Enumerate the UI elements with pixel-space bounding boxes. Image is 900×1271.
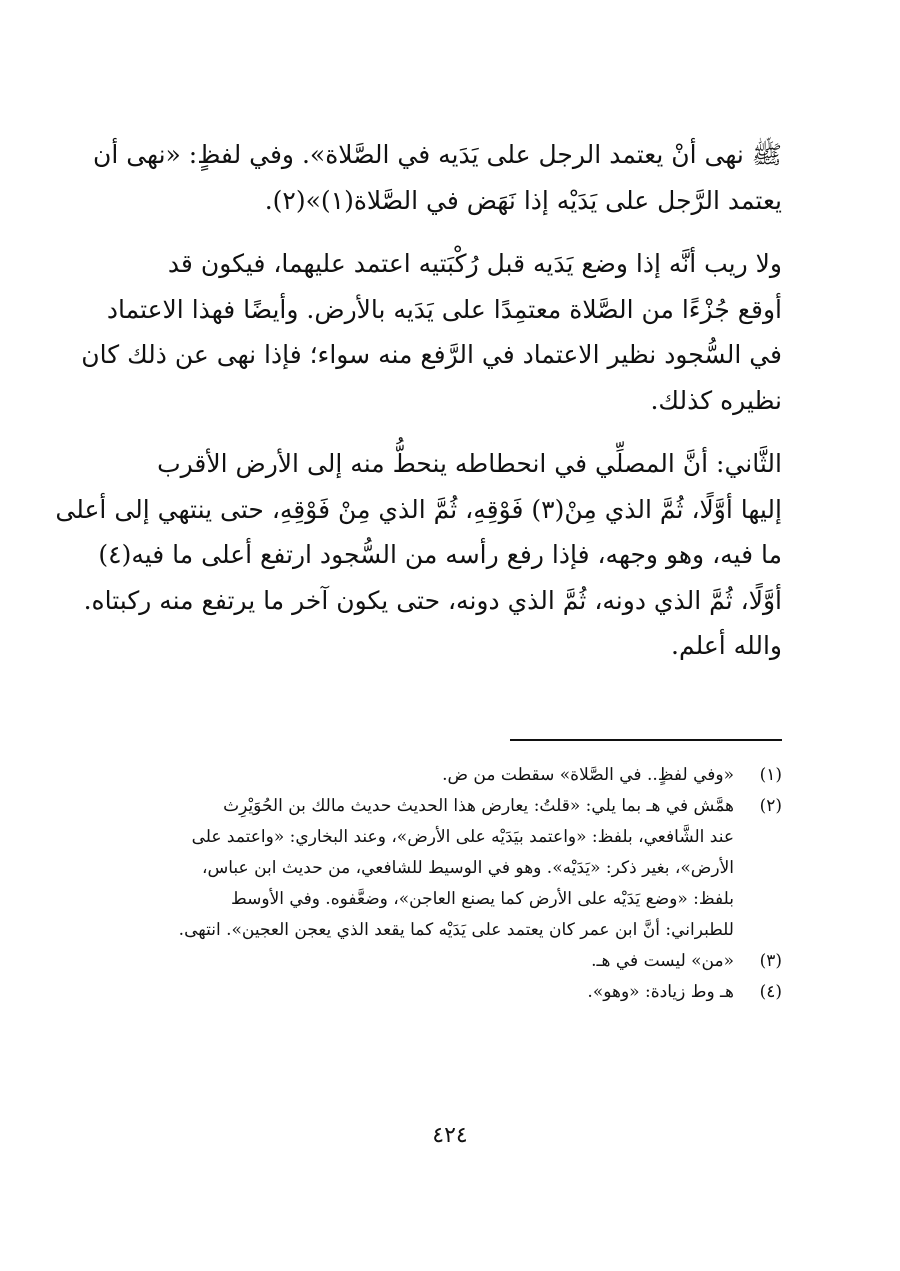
footnote-text [118, 977, 734, 1008]
footnote-text [118, 791, 734, 946]
paragraph [92, 132, 782, 223]
footnotes [118, 760, 782, 1008]
text-line: أوَّلًا، ثُمَّ الذي دونه، ثُمَّ الذي دونه، حتى يكون آخر ما يرتفع منه ركبتاه. [83, 585, 782, 615]
text-line: أوقع جُزْءًا من الصَّلاة معتمِدًا على يَدَيه بالأرض. وأيضًا فهذا الاعتماد [106, 294, 782, 324]
footnote-text [118, 760, 734, 791]
text-line: ﷺ نهى أنْ يعتمد الرجل على يَدَيه في الصَّلاة». وفي لفظٍ: «نهى أن [92, 140, 782, 169]
text-line: إليها أوَّلًا، ثُمَّ الذي مِنْ(٣) فَوْقِهِ، ثُمَّ الذي مِنْ فَوْقِهِ، حتى ينتهي إلى أعلى [55, 494, 782, 524]
text-line: ما فيه، وهو وجهه، فإذا رفع رأسه من السُّجود ارتفع أعلى ما فيه(٤) [98, 540, 782, 569]
text-line: الثَّاني: أنَّ المصلِّي في انحطاطه ينحطُّ منه إلى الأرض الأقرب [157, 449, 782, 478]
footnote-item [118, 791, 782, 946]
footnote-line: الأرض»، بغير ذكر: «يَدَيْه». وهو في الوسيط للشافعي، من حديث ابن عباس، [201, 858, 734, 878]
footnote-number: (١) [759, 765, 782, 785]
paragraph [55, 441, 782, 669]
footnote-item [118, 946, 782, 977]
text-line: نظيره كذلك. [650, 385, 782, 415]
footnote-line: هـ وط زيادة: «وهو». [587, 982, 734, 1002]
footnote-number: (٣) [759, 951, 782, 971]
footnote-text [118, 946, 734, 977]
footnote-line: «وفي لفظٍ.. في الصَّلاة» سقطت من ض. [442, 765, 734, 785]
footnote-line: «من» ليست في هـ. [591, 951, 734, 971]
text-line: في السُّجود نظير الاعتماد في الرَّفع منه سواء؛ فإذا نهى عن ذلك كان [81, 340, 782, 369]
paragraph [81, 241, 782, 423]
main-text [55, 132, 782, 687]
footnote-line: عند الشَّافعي، بلفظ: «واعتمد بيَدَيْه على الأرض»، وعند البخاري: «واعتمد على [191, 827, 734, 847]
footnote-item [118, 977, 782, 1008]
text-line: ولا ريب أنَّه إذا وضع يَدَيه قبل رُكْبَتيه اعتمد عليهما، فيكون قد [167, 249, 782, 278]
text-line: والله أعلم. [671, 631, 782, 660]
page-number: ٤٢٤ [432, 1123, 468, 1148]
footnote-item [118, 760, 782, 791]
text-line: يعتمد الرَّجل على يَدَيْه إذا نَهَض في الصَّلاة(١)»(٢). [264, 185, 782, 215]
footnote-number: (٢) [759, 796, 782, 816]
footnote-line: بلفظ: «وضع يَدَيْه على الأرض كما يصنع العاجن»، وضعَّفوه. وفي الأوسط [230, 889, 734, 909]
footnote-number: (٤) [759, 982, 782, 1002]
footnote-divider [510, 739, 782, 741]
footnote-line: للطبراني: أنَّ ابن عمر كان يعتمد على يَدَيْه كما يقعد الذي يعجن العجين». انتهى. [178, 920, 734, 940]
footnote-line: همَّش في هـ بما يلي: «قلتُ: يعارض هذا الحديث حديث مالك بن الحُوَيْرِث [223, 796, 734, 816]
